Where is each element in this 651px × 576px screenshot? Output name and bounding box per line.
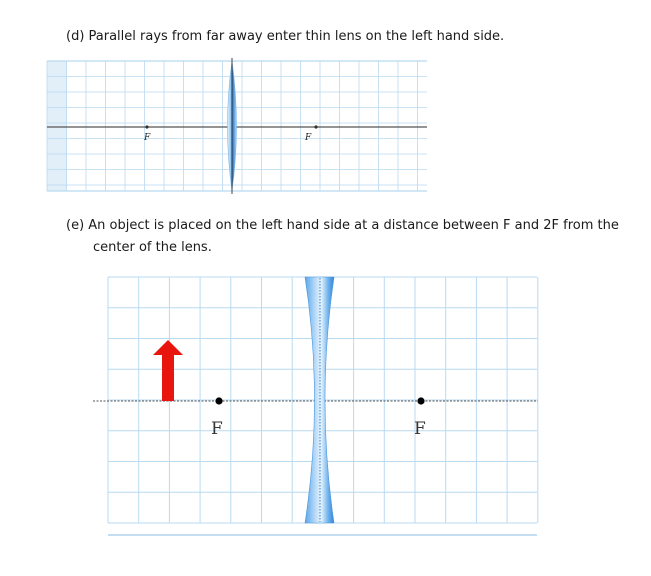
diagram-e: [93, 277, 538, 535]
object-arrow: [153, 340, 183, 401]
question-d-text: (d) Parallel rays from far away enter thin lens on the left hand side.: [66, 29, 505, 44]
question-e-text-line1: (e) An object is placed on the left hand side at a distance between F and 2F from the: [66, 218, 619, 233]
question-e-text-line2: center of the lens.: [93, 240, 212, 255]
diagram-d-left-strip: [47, 61, 67, 191]
diagram-e-focal-point-right: [417, 397, 424, 404]
diagram-d: [47, 58, 427, 194]
diagram-e-focal-point-left: [215, 397, 222, 404]
diagram-e-focal-label-left: F: [211, 419, 223, 439]
diagram-d-focal-label-left: F: [144, 133, 151, 143]
diagram-d-focal-label-right: F: [305, 133, 312, 143]
diagram-d-focal-point-left: [145, 125, 148, 128]
diagram-e-focal-label-right: F: [414, 419, 426, 439]
diagram-d-focal-point-right: [314, 125, 317, 128]
